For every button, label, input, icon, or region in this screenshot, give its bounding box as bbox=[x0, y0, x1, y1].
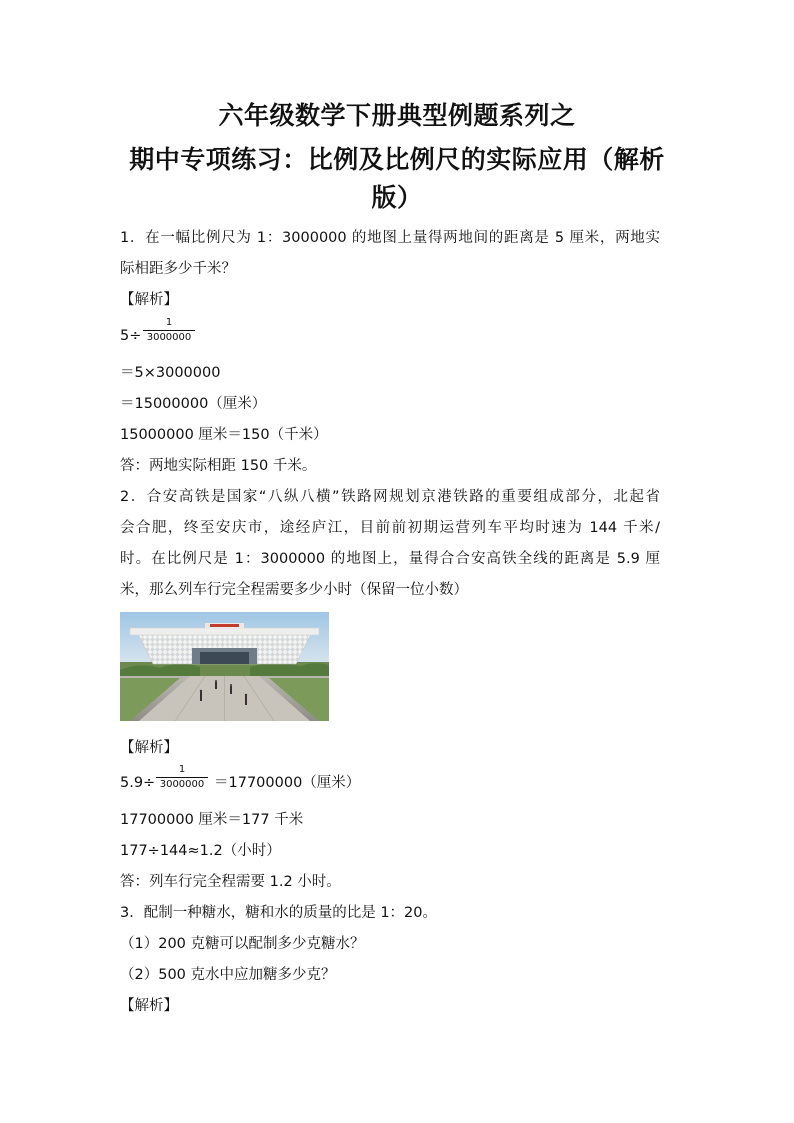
q1-fraction-denominator: 3000000 bbox=[146, 332, 192, 343]
q1-analysis-heading: 【解析】 bbox=[120, 292, 178, 308]
q2-text-line-1: 2．合安高铁是国家“八纵八横”铁路网规划京港铁路的重要组成部分，北起省 bbox=[120, 489, 660, 505]
q2-text-line-2: 会合肥，终至安庆市，途经庐江，目前前初期运营列车平均时速为 144 千米/ bbox=[120, 520, 660, 536]
q2-step-1-result: ＝17700000（厘米） bbox=[214, 775, 361, 791]
q1-answer: 答：两地实际相距 150 千米。 bbox=[120, 458, 317, 474]
q1-text-line-1: 1．在一幅比例尺为 1：3000000 的地图上量得两地间的距离是 5 厘米，两地实 bbox=[120, 230, 660, 246]
q1-step-4: 15000000 厘米＝150（千米） bbox=[120, 427, 328, 443]
q2-fraction-bar bbox=[156, 777, 208, 778]
q1-step-1-prefix: 5÷ bbox=[120, 328, 142, 344]
q3-text: 3．配制一种糖水，糖和水的质量的比是 1：20。 bbox=[120, 905, 438, 921]
q2-analysis-heading: 【解析】 bbox=[120, 740, 178, 756]
q1-step-2: ＝5×3000000 bbox=[120, 365, 221, 381]
q2-answer: 答：列车行完全程需要 1.2 小时。 bbox=[120, 874, 341, 890]
doc-title-line-2: 期中专项练习：比例及比例尺的实际应用（解析 bbox=[129, 145, 665, 174]
q2-fraction bbox=[156, 764, 208, 791]
q1-fraction bbox=[143, 317, 195, 344]
train-station-photo bbox=[120, 612, 329, 721]
q3-analysis-heading: 【解析】 bbox=[120, 998, 178, 1014]
q2-fraction-numerator: 1 bbox=[178, 764, 186, 775]
q1-fraction-numerator: 1 bbox=[165, 317, 173, 328]
q2-text-line-3: 时。在比例尺是 1：3000000 的地图上，量得合合安高铁全线的距离是 5.9 厘 bbox=[120, 551, 660, 567]
q3-sub-question-1: （1）200 克糖可以配制多少克糖水？ bbox=[120, 936, 365, 952]
doc-title-line-3: 版） bbox=[371, 183, 423, 212]
doc-title-line-1: 六年级数学下册典型例题系列之 bbox=[218, 101, 576, 130]
q1-step-1 bbox=[120, 326, 141, 346]
q3-sub-question-2: （2）500 克水中应加糖多少克？ bbox=[120, 967, 336, 983]
q2-step-1-prefix: 5.9÷ bbox=[120, 775, 156, 791]
q2-text-line-4: 米，那么列车行完全程需要多少小时（保留一位小数） bbox=[120, 582, 468, 598]
q1-text-line-2: 际相距多少千米？ bbox=[120, 261, 236, 277]
q2-step-3: 177÷144≈1.2（小时） bbox=[120, 843, 281, 859]
q2-step-2: 17700000 厘米＝177 千米 bbox=[120, 812, 304, 828]
q2-step-1 bbox=[120, 773, 155, 793]
q1-step-3: ＝15000000（厘米） bbox=[120, 396, 267, 412]
q1-fraction-bar bbox=[143, 330, 195, 331]
q2-fraction-denominator: 3000000 bbox=[159, 779, 205, 790]
